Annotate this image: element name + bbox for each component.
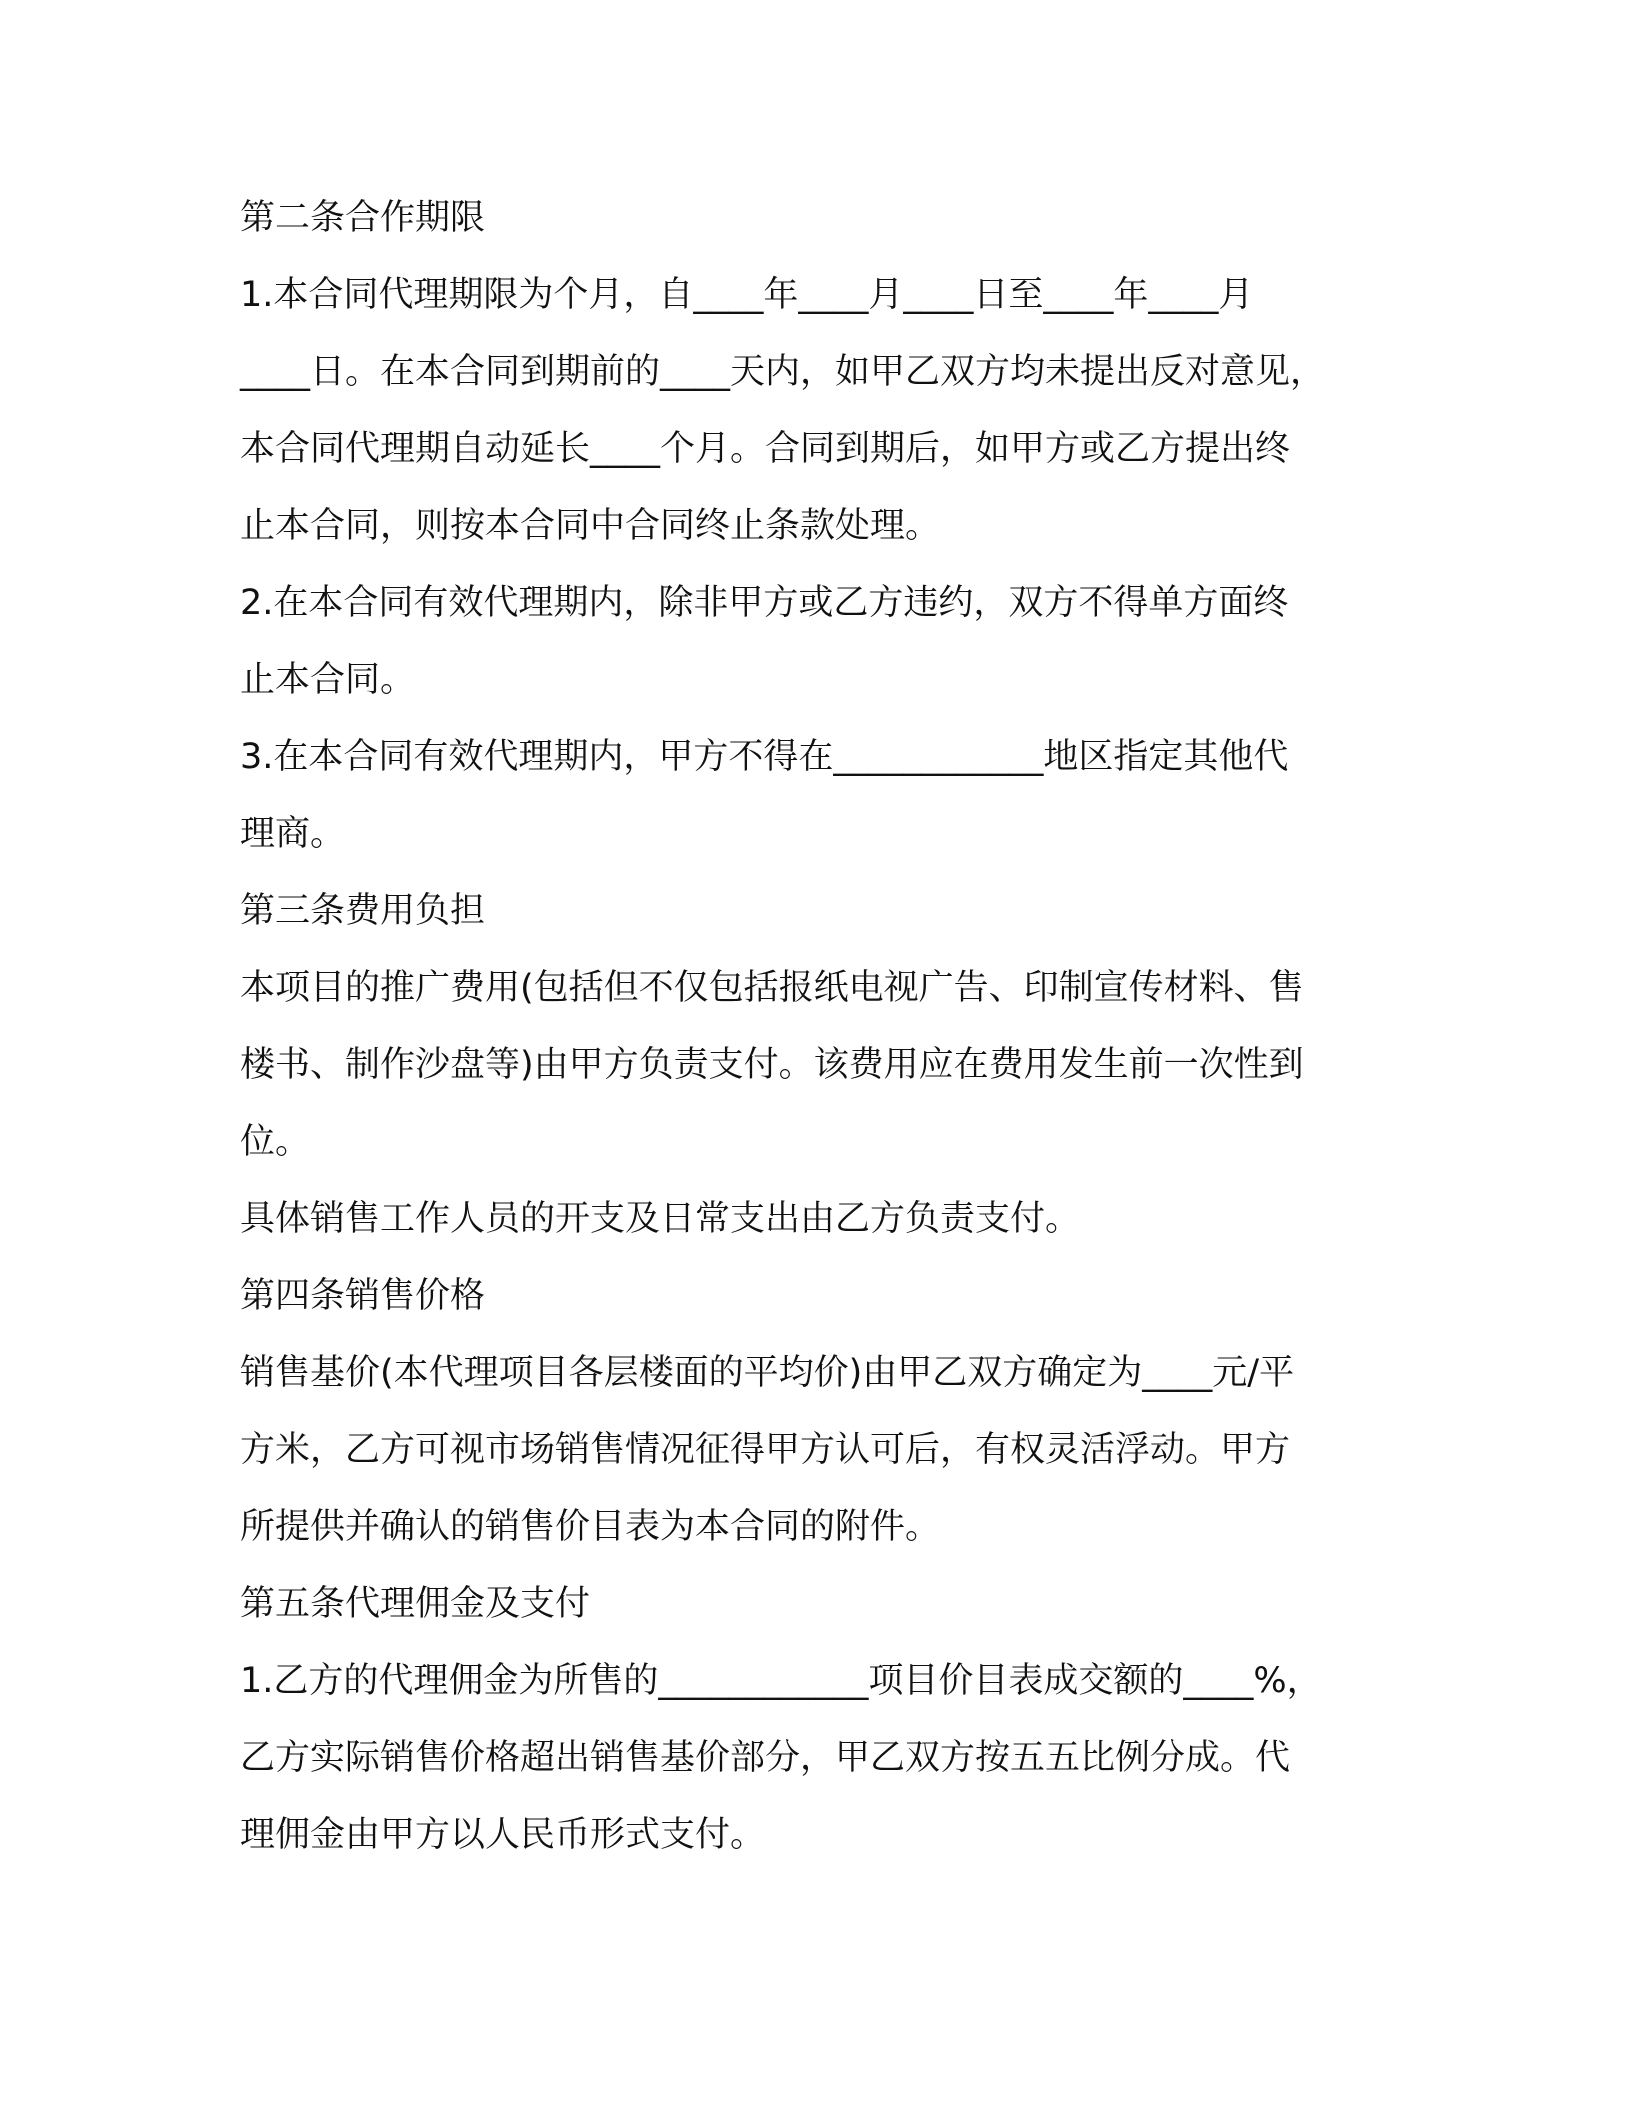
paragraph-line: 具体销售工作人员的开支及日常支出由乙方负责支付。: [240, 1199, 1081, 1239]
paragraph-line: 销售基价(本代理项目各层楼面的平均价)由甲乙双方确定为____元/平: [240, 1353, 1295, 1393]
paragraph-line: 理商。: [240, 814, 346, 854]
paragraph-line: 2.在本合同有效代理期内，除非甲方或乙方违约，双方不得单方面终: [240, 583, 1289, 623]
section-heading-sales-price: 第四条销售价格: [240, 1276, 486, 1316]
paragraph-line: 本项目的推广费用(包括但不仅包括报纸电视广告、印制宣传材料、售: [240, 968, 1304, 1008]
paragraph-line: 楼书、制作沙盘等)由甲方负责支付。该费用应在费用发生前一次性到: [240, 1045, 1304, 1085]
paragraph-line: 位。: [240, 1122, 311, 1162]
paragraph-line: 方米，乙方可视市场销售情况征得甲方认可后，有权灵活浮动。甲方: [240, 1430, 1291, 1470]
paragraph-line: 止本合同，则按本合同中合同终止条款处理。: [240, 506, 941, 546]
section-heading-cost-burden: 第三条费用负担: [240, 891, 486, 931]
section-heading-cooperation-term: 第二条合作期限: [240, 198, 486, 238]
paragraph-line: 3.在本合同有效代理期内，甲方不得在____________地区指定其他代: [240, 737, 1289, 777]
paragraph-line: 乙方实际销售价格超出销售基价部分，甲乙双方按五五比例分成。代: [240, 1738, 1291, 1778]
paragraph-line: 止本合同。: [240, 660, 416, 700]
paragraph-line: 1.乙方的代理佣金为所售的____________项目价目表成交额的____%，: [240, 1661, 1322, 1701]
paragraph-line: 1.本合同代理期限为个月，自____年____月____日至____年____月: [240, 275, 1254, 315]
paragraph-line: 所提供并确认的销售价目表为本合同的附件。: [240, 1507, 941, 1547]
section-heading-commission: 第五条代理佣金及支付: [240, 1584, 591, 1624]
paragraph-line: 理佣金由甲方以人民币形式支付。: [240, 1815, 766, 1855]
paragraph-line: ____日。在本合同到期前的____天内，如甲乙双方均未提出反对意见，: [240, 352, 1326, 392]
paragraph-line: 本合同代理期自动延长____个月。合同到期后，如甲方或乙方提出终: [240, 429, 1291, 469]
